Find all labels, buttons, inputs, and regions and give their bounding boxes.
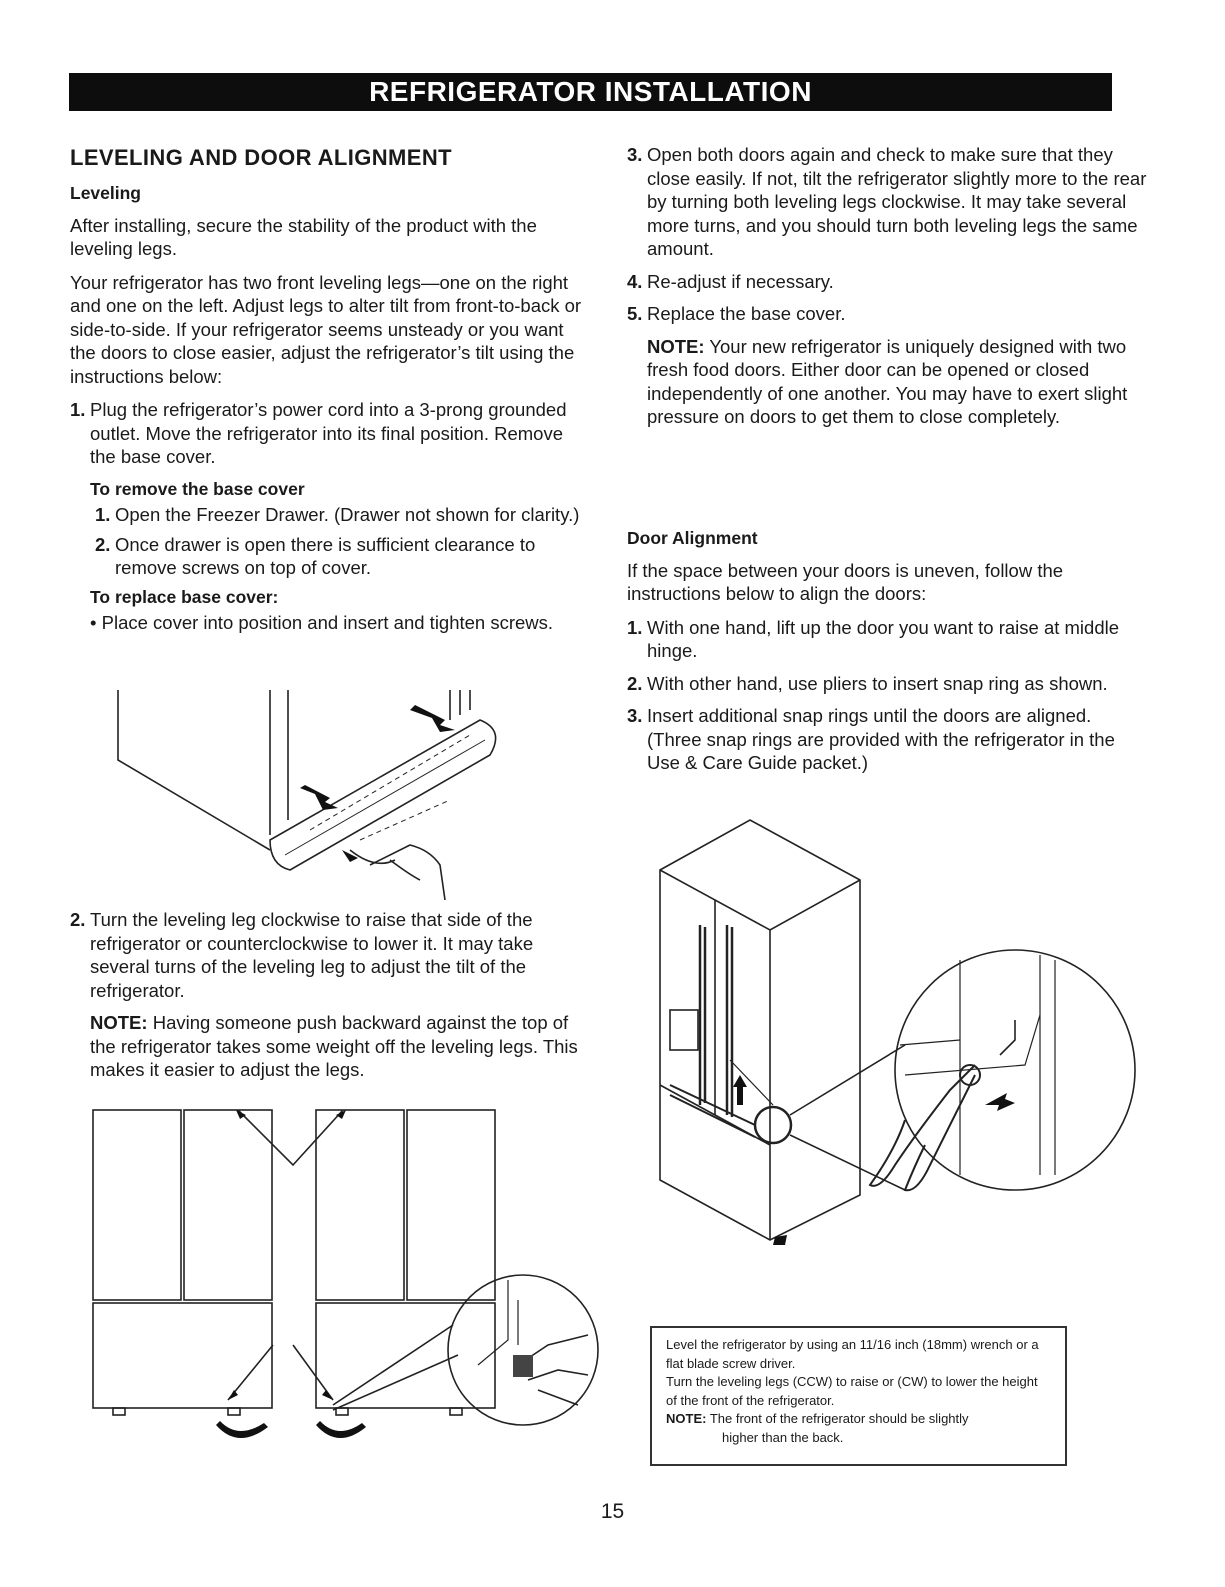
step-text: Replace the base cover. — [647, 303, 846, 324]
leveling-note — [90, 1011, 590, 1082]
step-number: 5. — [627, 303, 643, 324]
leveling-step-1 — [70, 398, 590, 469]
doors-note — [647, 335, 1147, 429]
note-label: NOTE: — [647, 335, 705, 357]
left-column — [70, 140, 590, 635]
leveling-legs-illustration — [88, 1105, 608, 1450]
door-alignment-intro: If the space between your doors is uneven, follow the instructions below to align the doors: — [627, 559, 1064, 604]
step-text: Open the Freezer Drawer. (Drawer not shown for clarity.) — [115, 504, 580, 525]
note-text: Having someone push backward against the top of the refrigerator takes some weight off the leveling legs. This makes it easier to adjust the legs. — [90, 1012, 578, 1080]
step-number: 3. — [627, 144, 643, 165]
door-step-2 — [627, 672, 1147, 696]
door-alignment-illustration — [655, 815, 1145, 1245]
step-text: Turn the leveling leg clockwise to raise that side of the refrigerator or counterclockwise to lower it. It may take several turns of the leveling leg to adjust the tilt of the refrigerator. — [90, 909, 534, 1001]
leveling-step-3 — [627, 143, 1147, 261]
leveling-step-5 — [627, 302, 1147, 326]
step-number: 2. — [627, 672, 643, 694]
leveling-step-4 — [627, 270, 1147, 294]
step-text: Once drawer is open there is sufficient clearance to remove screws on top of cover. — [115, 533, 536, 578]
leveling-step-2 — [70, 908, 590, 1002]
step-text: With one hand, lift up the door you want to raise at middle hinge. — [647, 616, 1120, 661]
page-number: 15 — [600, 1500, 625, 1523]
caption-note-continued: higher than the back. — [722, 1429, 844, 1445]
right-column — [627, 143, 1147, 429]
base-cover-illustration — [110, 690, 530, 905]
note-label: NOTE: — [90, 1012, 148, 1033]
remove-cover-heading: To remove the base cover — [90, 478, 305, 499]
step-text: Insert additional snap rings until the doors are aligned. (Three snap rings are provided with the refrigerator in the Use & Care Guide packet.) — [647, 705, 1115, 773]
page-banner: REFRIGERATOR INSTALLATION — [69, 73, 1112, 111]
section-heading: LEVELING AND DOOR ALIGNMENT — [70, 145, 452, 170]
step-number: 2. — [70, 909, 86, 930]
step-text: Re-adjust if necessary. — [647, 270, 834, 292]
door-step-3 — [627, 704, 1147, 775]
leveling-caption-box — [650, 1326, 1067, 1466]
step-text: Plug the refrigerator’s power cord into a 3-prong grounded outlet. Move the refrigerator into its final position. Remove the base cover. — [90, 399, 567, 467]
note-text: Your new refrigerator is uniquely designed with two fresh food doors. Either door can be opened or closed independently of one another. You may have to exert slight pressure on doors to get them to close completely. — [647, 335, 1128, 427]
remove-cover-steps — [95, 503, 590, 580]
note-text: The front of the refrigerator should be slightly — [706, 1411, 969, 1426]
replace-cover-bullet: • Place cover into position and insert and tighten screws. — [90, 612, 554, 633]
step-number: 1. — [70, 399, 86, 420]
step-number: 1. — [95, 504, 111, 525]
step-text: With other hand, use pliers to insert snap ring as shown. — [647, 672, 1108, 694]
caption-note — [666, 1410, 1051, 1429]
door-alignment-section — [627, 527, 1147, 784]
leveling-description: Your refrigerator has two front leveling legs—one on the right and one on the left. Adjust legs to alter tilt from front-to-back or side-to-side. If your refrigerator seems unsteady or you want the doors to close easier, adjust the refrigerator’s tilt using the instructions below: — [70, 271, 582, 387]
door-alignment-heading: Door Alignment — [627, 528, 758, 548]
step-number: 2. — [95, 533, 111, 555]
leveling-subheading: Leveling — [70, 183, 141, 203]
step-number: 4. — [627, 270, 643, 292]
leveling-intro: After installing, secure the stability of the product with the leveling legs. — [70, 214, 537, 259]
remove-step — [95, 503, 590, 527]
door-step-1 — [627, 616, 1147, 663]
step-number: 3. — [627, 705, 643, 726]
step-text: Open both doors again and check to make sure that they close easily. If not, tilt the refrigerator slightly more to the rear by turning both leveling legs clockwise. It may take several more turns, and you should turn both leveling legs the same amount. — [647, 144, 1147, 259]
remove-step — [95, 533, 590, 580]
replace-cover-heading: To replace base cover: — [90, 586, 279, 607]
step-number: 1. — [627, 616, 643, 638]
caption-line-2: Turn the leveling legs (CCW) to raise or (CW) to lower the height of the front of the refrigerator. — [666, 1374, 1038, 1408]
caption-line-1: Level the refrigerator by using an 11/16 inch (18mm) wrench or a flat blade screw driver. — [666, 1337, 1039, 1371]
left-column-lower — [70, 908, 590, 1082]
note-label: NOTE: — [666, 1411, 707, 1426]
